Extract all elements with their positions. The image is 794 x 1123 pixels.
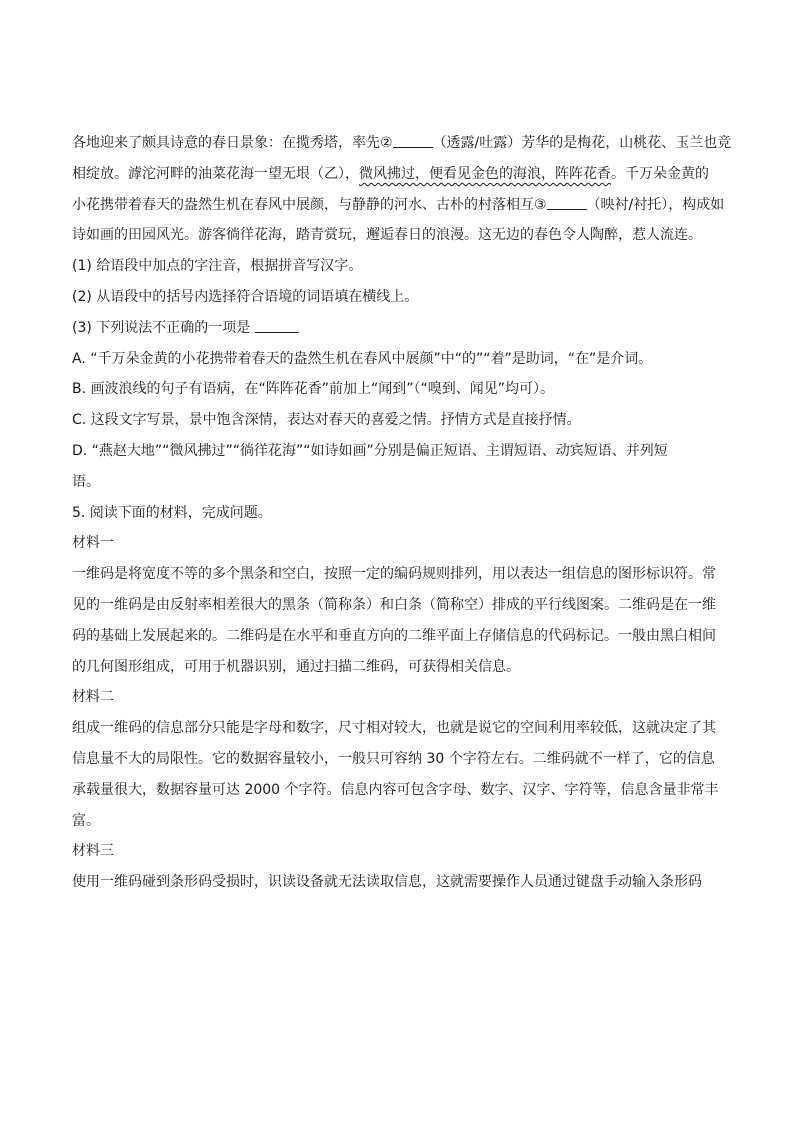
material-1-line-4: 的几何图形组成，可用于机器识别，通过扫描二维码，可获得相关信息。 (72, 658, 520, 675)
question-3-text: (3) 下列说法不正确的一项是 (72, 319, 251, 336)
passage-text: 。千万朵金黄的 (611, 165, 709, 182)
option-b: B. 画波浪线的句子有语病，在“阵阵花香”前加上“闻到”（“嗅到、闻见”均可）。 (72, 381, 555, 398)
question-3 (72, 313, 724, 344)
material-1-title: 材料一 (72, 535, 114, 552)
material-3-title: 材料三 (72, 843, 114, 860)
material-2-line-3: 承载量很大，数据容量可达 2000 个字符。信息内容可包含字母、数字、汉字、字符等，信息含量非常丰 (72, 781, 719, 798)
answer-blank-3 (547, 197, 587, 210)
question-1: (1) 给语段中加点的字注音，根据拼音写汉字。 (72, 258, 363, 275)
document-page (72, 128, 732, 898)
question-5: 5. 阅读下面的材料，完成问题。 (72, 504, 272, 521)
passage-line-1 (72, 128, 732, 159)
material-1-line-3: 码的基础上发展起来的。二维码是在水平和垂直方向的二维平面上存储信息的代码标记。一般由黑白相间 (72, 627, 716, 644)
option-a: A. “千万朵金黄的小花携带着春天的盎然生机在春风中展颜”中“的”“着”是助词，“在”是介词。 (72, 350, 653, 367)
passage-line-2 (72, 159, 724, 190)
wavy-underlined-sentence: 微风拂过，便看见金色的海浪，阵阵花香 (359, 165, 611, 182)
material-3-line-1: 使用一维码碰到条形码受损时，识读设备就无法读取信息，这就需要操作人员通过键盘手动输入条形码 (72, 874, 702, 891)
answer-blank-q3 (255, 320, 299, 333)
option-d-line-2: 语。 (72, 473, 100, 490)
passage-text: 各地迎来了颇具诗意的春日景象：在揽秀塔，率先② (72, 135, 393, 151)
material-2-line-2: 信息量不大的局限性。它的数据容量较小，一般只可容纳 30 个字符左右。二维码就不一样了，它的信息 (72, 750, 715, 767)
material-2-title: 材料二 (72, 689, 114, 706)
option-c: C. 这段文字写景，景中饱含深情，表达对春天的喜爱之情。抒情方式是直接抒情。 (72, 412, 581, 429)
passage-line-4: 诗如画的田园风光。游客徜徉花海，踏青赏玩，邂逅春日的浪漫。这无边的春色令人陶醉，惹人流连。 (72, 227, 702, 244)
passage-text: 相绽放。滹沱河畔的油菜花海一望无垠（乙）， (72, 165, 359, 182)
option-d-line-1: D. “燕赵大地”“微风拂过”“徜徉花海”“如诗如画”分别是偏正短语、主谓短语、动宾短语、并列短 (72, 442, 668, 459)
material-2-line-4: 富。 (72, 812, 100, 829)
passage-text: （透露/吐露）芳华的是梅花，山桃花、玉兰也竞 (432, 135, 732, 151)
passage-line-3 (72, 190, 724, 221)
material-1-line-2: 见的一维码是由反射率相差很大的黑条（简称条）和白条（简称空）排成的平行线图案。二维码是在一维 (72, 596, 716, 613)
passage-text: （映衬/衬托），构成如 (586, 196, 725, 213)
passage-text: 小花携带着春天的盎然生机在春风中展颜，与静静的河水、古朴的村落相互③ (72, 196, 547, 213)
answer-blank-2 (393, 135, 433, 148)
material-2-line-1: 组成一维码的信息部分只能是字母和数字，尺寸相对较大，也就是说它的空间利用率较低，这就决定了其 (72, 720, 716, 737)
question-2: (2) 从语段中的括号内选择符合语境的词语填在横线上。 (72, 288, 419, 305)
material-1-line-1: 一维码是将宽度不等的多个黑条和空白，按照一定的编码规则排列，用以表达一组信息的图形标识符。常 (72, 566, 716, 583)
